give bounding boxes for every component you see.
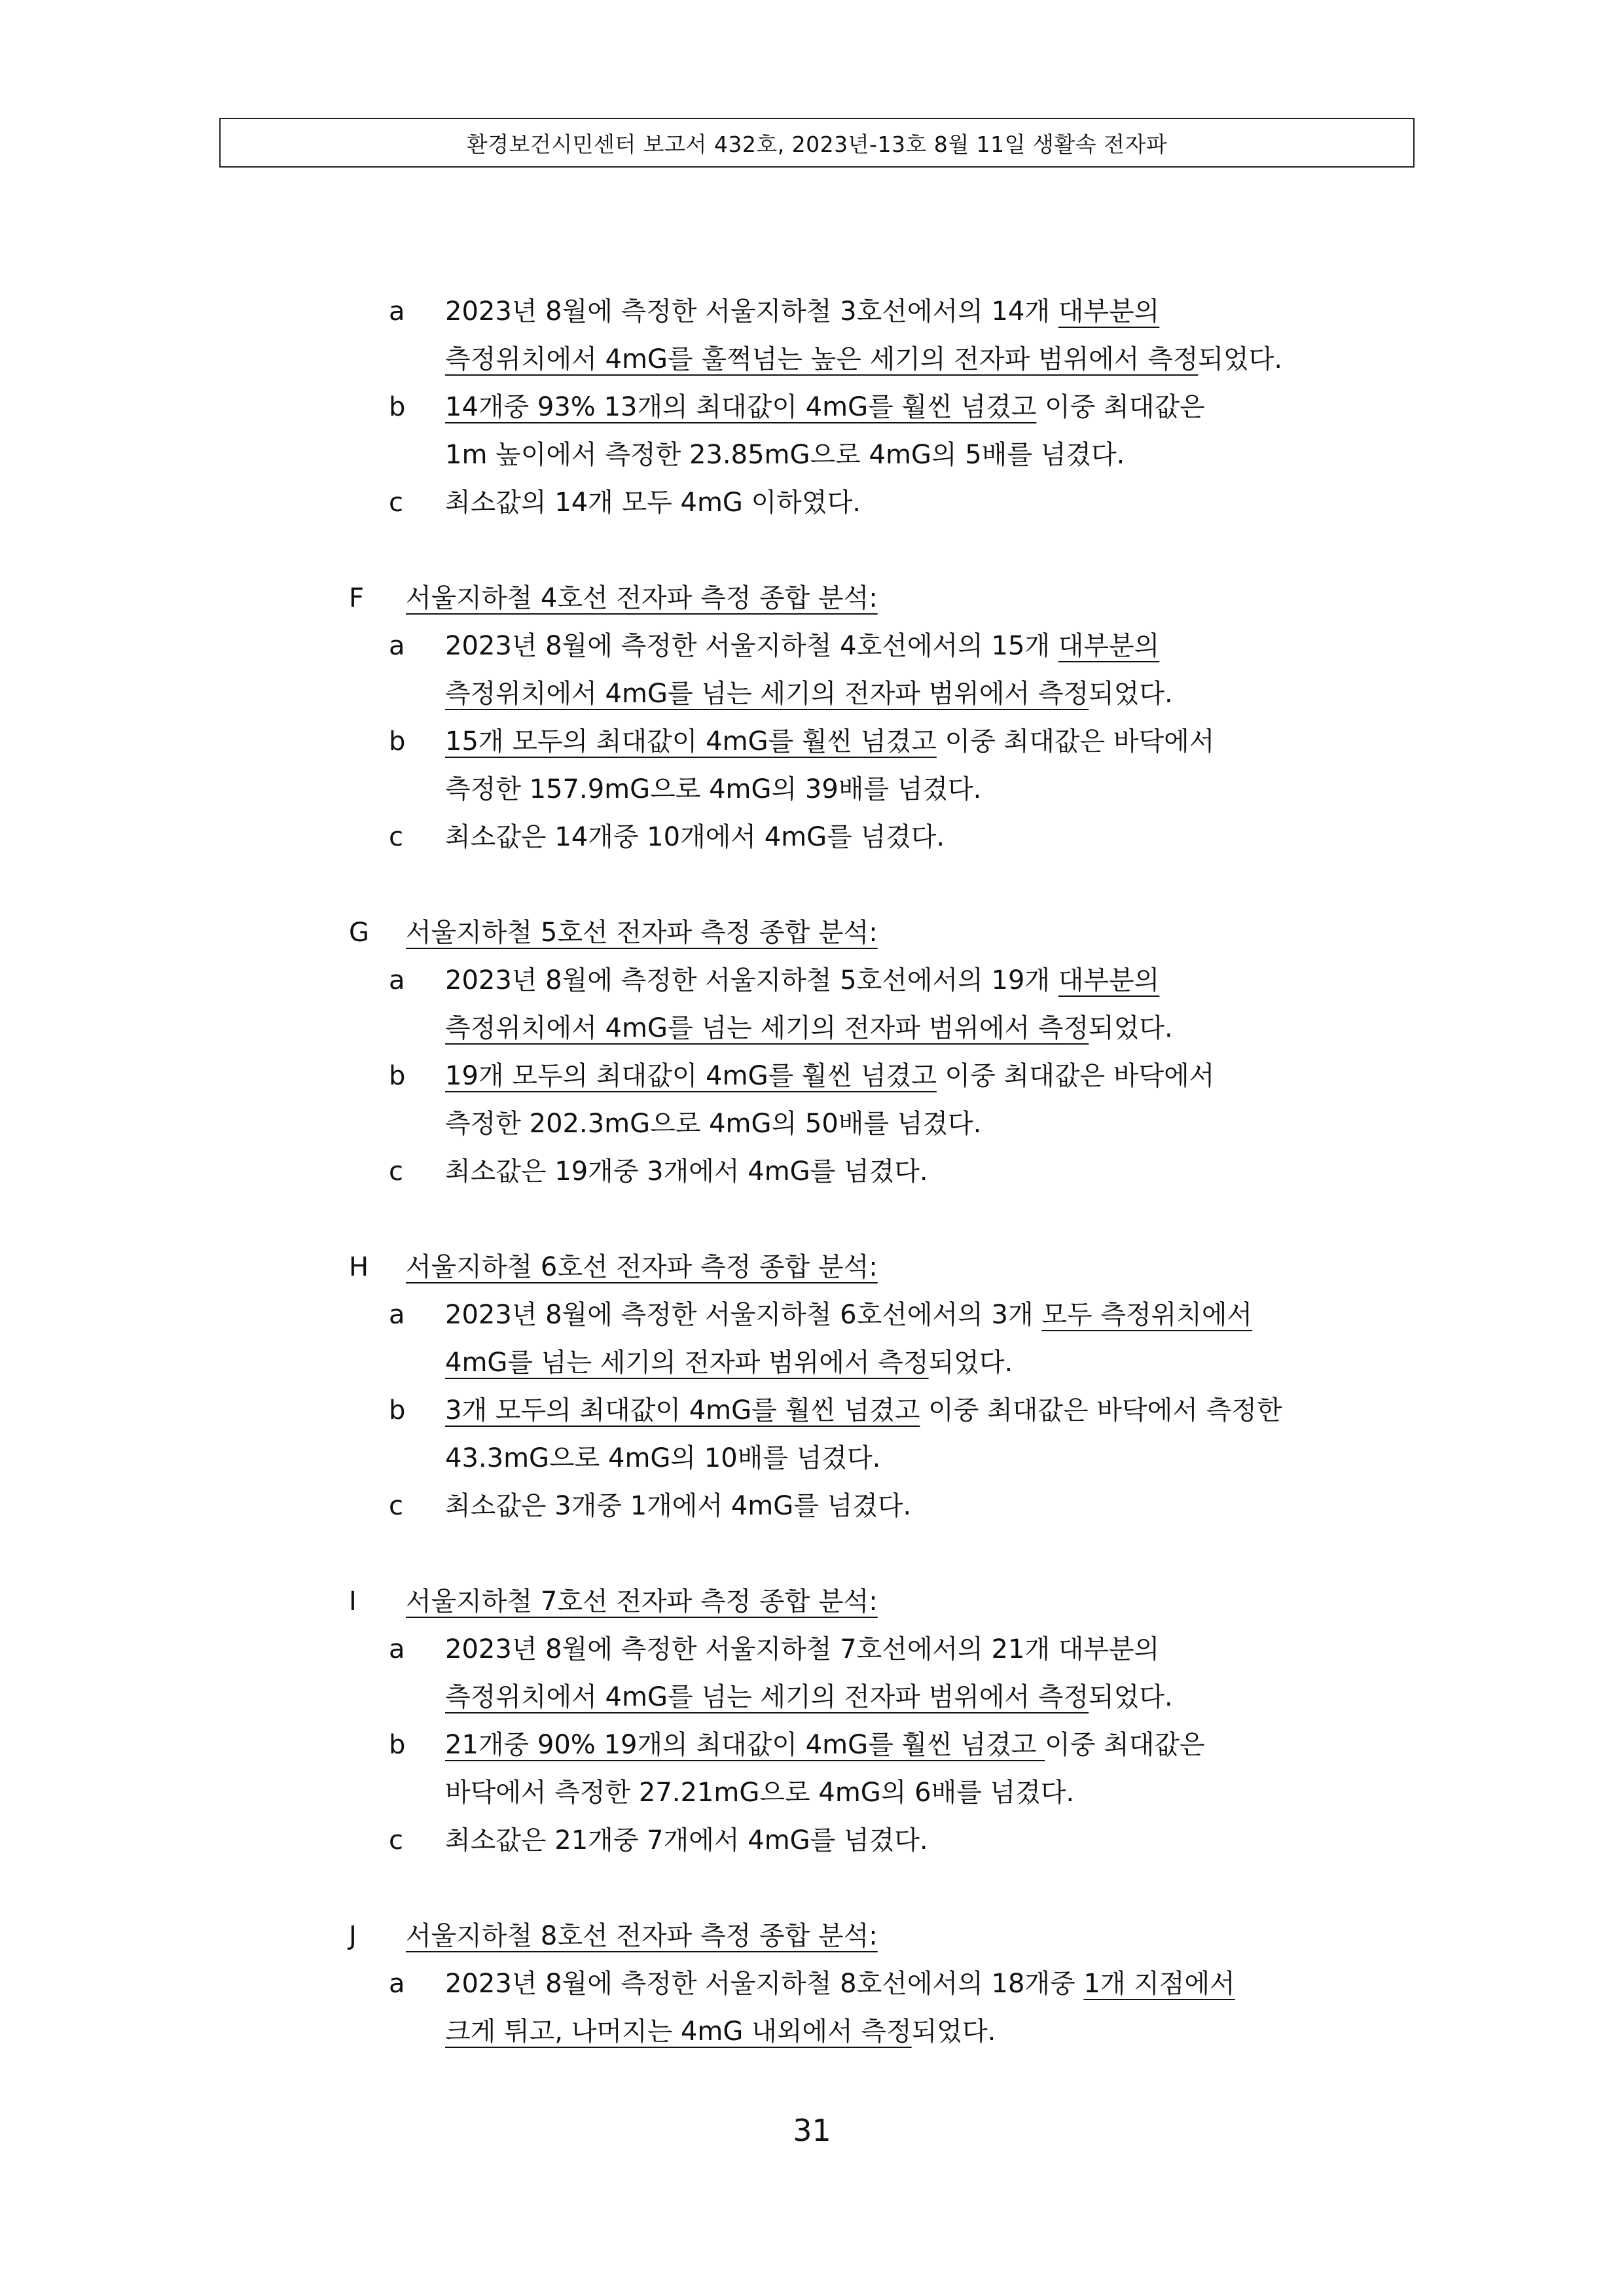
plain-text: 측정한 157.9mG으로 4mG의 39배를 넘겼다. <box>445 774 982 804</box>
section-spacer <box>0 1865 1624 1912</box>
section-marker: J <box>349 1921 357 1951</box>
underlined-text: 4mG를 넘는 세기의 전자파 범위에서 측정 <box>445 1348 929 1378</box>
list-item-line <box>0 814 1624 861</box>
item-text <box>445 288 1159 336</box>
item-marker: c <box>389 822 403 852</box>
item-marker: c <box>389 1157 403 1187</box>
plain-text: 이중 최대값은 <box>1045 1730 1205 1760</box>
section-j <box>0 1912 1624 2056</box>
plain-text: 측정한 202.3mG으로 4mG의 50배를 넘겼다. <box>445 1109 982 1139</box>
item-text <box>445 1387 1282 1435</box>
underlined-text: 15개 모두의 최대값이 4mG를 훨씬 넘겼고 <box>445 726 937 757</box>
underlined-text: 1개 지점에서 <box>1083 1969 1235 1999</box>
list-item-line <box>0 1435 1624 1482</box>
list-item-line <box>0 288 1624 336</box>
list-item-line <box>0 1005 1624 1052</box>
section-title: 서울지하철 6호선 전자파 측정 종합 분석: <box>406 1252 878 1282</box>
document-body <box>0 288 1624 2056</box>
list-item-line <box>0 1387 1624 1435</box>
underlined-text: 19개 모두의 최대값이 4mG를 훨씬 넘겼고 <box>445 1061 937 1091</box>
plain-text: 최소값의 14개 모두 4mG 이하였다. <box>445 488 861 518</box>
plain-text: 되었다. <box>1198 344 1283 374</box>
underlined-text: 측정위치에서 4mG를 넘는 세기의 전자파 범위에서 측정 <box>445 1682 1089 1712</box>
plain-text: 1m 높이에서 측정한 23.85mG으로 4mG의 5배를 넘겼다. <box>445 440 1125 470</box>
section-heading <box>0 1578 1624 1626</box>
underlined-text: 14개중 93% 13개의 최대값이 4mG를 훨씬 넘겼고 <box>445 392 1037 422</box>
plain-text: 2023년 8월에 측정한 서울지하철 3호선에서의 14개 <box>445 296 1058 327</box>
list-item-line <box>0 957 1624 1005</box>
item-text <box>445 1721 1205 1769</box>
item-text <box>445 2008 996 2056</box>
item-marker: a <box>389 1300 405 1330</box>
plain-text: 2023년 8월에 측정한 서울지하철 8호선에서의 18개중 <box>445 1969 1084 1999</box>
item-text <box>445 1674 1173 1721</box>
plain-text: 이중 최대값은 바닥에서 <box>936 1061 1215 1091</box>
list-item-line <box>0 1769 1624 1817</box>
list-item-line <box>0 1339 1624 1387</box>
item-marker: a <box>389 631 405 661</box>
section-title: 서울지하철 5호선 전자파 측정 종합 분석: <box>406 918 878 948</box>
item-text <box>445 1148 928 1196</box>
section-marker: H <box>349 1252 369 1282</box>
plain-text: 되었다. <box>1089 1682 1173 1712</box>
item-marker: a <box>389 296 405 327</box>
list-item-line <box>0 622 1624 670</box>
item-marker: b <box>389 726 406 757</box>
item-text <box>445 479 861 527</box>
list-item-line <box>0 1626 1624 1674</box>
list-item-line <box>0 1148 1624 1196</box>
section-continued <box>0 288 1624 527</box>
item-text <box>445 1339 1013 1387</box>
item-marker: b <box>389 1730 406 1760</box>
list-item-line <box>0 479 1624 527</box>
plain-text: 이중 최대값은 바닥에서 측정한 <box>920 1395 1282 1426</box>
list-item-line <box>0 336 1624 384</box>
plain-text: 되었다. <box>1089 679 1173 709</box>
item-text <box>445 1005 1173 1052</box>
section-title: 서울지하철 7호선 전자파 측정 종합 분석: <box>406 1587 878 1617</box>
item-text <box>445 1626 1159 1674</box>
item-marker: c <box>389 488 403 518</box>
item-text <box>445 622 1159 670</box>
item-text <box>445 431 1125 479</box>
section-spacer <box>0 1530 1624 1578</box>
item-marker: c <box>389 1491 403 1521</box>
plain-text: 최소값은 19개중 3개에서 4mG를 넘겼다. <box>445 1157 928 1187</box>
plain-text: 최소값은 14개중 10개에서 4mG를 넘겼다. <box>445 822 945 852</box>
report-header-text: 환경보건시민센터 보고서 432호, 2023년-13호 8월 11일 생활속 전자파 <box>466 131 1168 157</box>
underlined-text: 모두 측정위치에서 <box>1041 1300 1253 1330</box>
item-marker: a <box>389 965 405 996</box>
item-text <box>445 670 1173 718</box>
item-text <box>445 1482 911 1530</box>
page-number: 31 <box>793 2113 831 2148</box>
item-text <box>445 336 1282 384</box>
plain-text: 2023년 8월에 측정한 서울지하철 5호선에서의 19개 <box>445 965 1058 996</box>
section-spacer <box>0 527 1624 575</box>
list-item-line <box>0 670 1624 718</box>
plain-text: 되었다. <box>1089 1013 1173 1043</box>
list-item-line <box>0 718 1624 766</box>
plain-text: 이중 최대값은 <box>1036 392 1205 422</box>
underlined-text: 크게 튀고, 나머지는 4mG 내외에서 측정 <box>445 2017 912 2047</box>
section-spacer <box>0 1196 1624 1244</box>
plain-text: 되었다. <box>928 1348 1013 1378</box>
item-text <box>445 384 1205 431</box>
item-text <box>445 814 945 861</box>
list-item-line <box>0 384 1624 431</box>
item-text <box>445 1052 1214 1100</box>
plain-text: 2023년 8월에 측정한 서울지하철 6호선에서의 3개 <box>445 1300 1042 1330</box>
list-item-line <box>0 1482 1624 1530</box>
section-i <box>0 1578 1624 1865</box>
section-marker: G <box>349 918 369 948</box>
section-heading <box>0 1244 1624 1291</box>
item-text <box>445 1100 981 1148</box>
plain-text: 최소값은 3개중 1개에서 4mG를 넘겼다. <box>445 1491 912 1521</box>
item-marker: c <box>389 1825 403 1856</box>
plain-text: 바닥에서 측정한 27.21mG으로 4mG의 6배를 넘겼다. <box>445 1778 1075 1808</box>
underlined-text: 측정위치에서 4mG를 넘는 세기의 전자파 범위에서 측정 <box>445 1013 1089 1043</box>
plain-text: 이중 최대값은 바닥에서 <box>936 726 1215 757</box>
item-text <box>445 766 981 814</box>
underlined-text: 측정위치에서 4mG를 훌쩍넘는 높은 세기의 전자파 범위에서 측정 <box>445 344 1199 374</box>
list-item-line <box>0 1674 1624 1721</box>
plain-text: 되었다. <box>911 2017 996 2047</box>
report-header <box>219 118 1415 168</box>
section-f <box>0 575 1624 861</box>
list-item-line <box>0 1291 1624 1339</box>
plain-text: 2023년 8월에 측정한 서울지하철 7호선에서의 21개 대부분의 <box>445 1634 1160 1664</box>
section-title: 서울지하철 4호선 전자파 측정 종합 분석: <box>406 583 878 613</box>
item-text <box>445 1817 928 1865</box>
section-h <box>0 1244 1624 1530</box>
plain-text: 2023년 8월에 측정한 서울지하철 4호선에서의 15개 <box>445 631 1058 661</box>
item-text <box>445 1435 880 1482</box>
underlined-text: 측정위치에서 4mG를 넘는 세기의 전자파 범위에서 측정 <box>445 679 1089 709</box>
section-spacer <box>0 861 1624 909</box>
item-text <box>445 957 1159 1005</box>
list-item-line <box>0 2008 1624 2056</box>
section-marker: I <box>349 1587 357 1617</box>
list-item-line <box>0 766 1624 814</box>
item-marker: b <box>389 1061 406 1091</box>
underlined-text: 21개중 90% 19개의 최대값이 4mG를 훨씬 넘겼고 <box>445 1730 1045 1760</box>
list-item-line <box>0 1960 1624 2008</box>
section-heading <box>0 575 1624 622</box>
plain-text: 최소값은 21개중 7개에서 4mG를 넘겼다. <box>445 1825 928 1856</box>
list-item-line <box>0 1721 1624 1769</box>
item-marker: a <box>389 1634 405 1664</box>
underlined-text: 대부분의 <box>1058 296 1160 327</box>
item-text <box>445 1960 1235 2008</box>
item-text <box>445 1291 1252 1339</box>
list-item-line <box>0 1052 1624 1100</box>
item-marker: b <box>389 392 406 422</box>
list-item-line <box>0 1100 1624 1148</box>
list-item-line <box>0 431 1624 479</box>
section-title: 서울지하철 8호선 전자파 측정 종합 분석: <box>406 1921 878 1951</box>
underlined-text: 대부분의 <box>1058 631 1160 661</box>
section-heading <box>0 909 1624 957</box>
underlined-text: 3개 모두의 최대값이 4mG를 훨씬 넘겼고 <box>445 1395 920 1426</box>
item-marker: b <box>389 1395 406 1426</box>
list-item-line <box>0 1817 1624 1865</box>
underlined-text: 대부분의 <box>1058 965 1160 996</box>
item-text <box>445 718 1214 766</box>
item-text <box>445 1769 1074 1817</box>
item-marker: a <box>389 1969 405 1999</box>
section-heading <box>0 1912 1624 1960</box>
section-marker: F <box>349 583 365 613</box>
section-g <box>0 909 1624 1196</box>
plain-text: 43.3mG으로 4mG의 10배를 넘겼다. <box>445 1443 881 1473</box>
